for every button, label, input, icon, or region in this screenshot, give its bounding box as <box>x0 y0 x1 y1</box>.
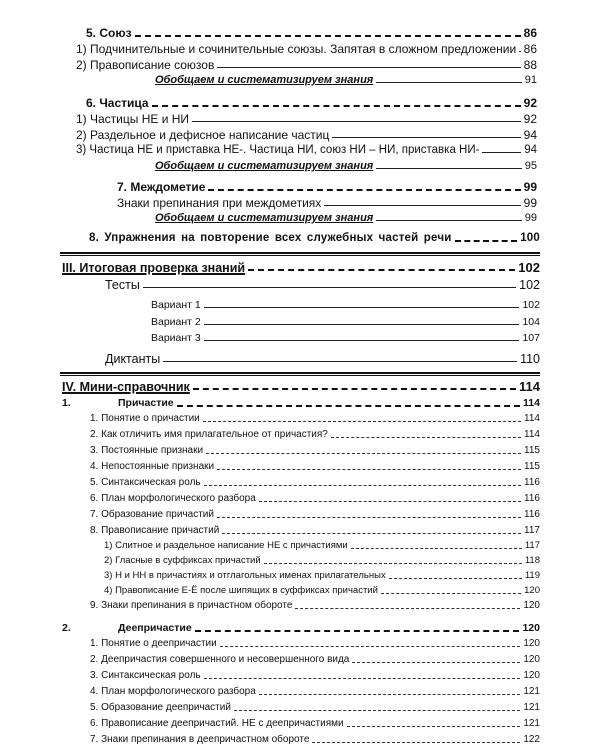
page-number: 94 <box>523 128 537 142</box>
toc-heading-exercises[interactable] <box>89 232 540 244</box>
toc-entry[interactable] <box>90 734 540 745</box>
dash-leader <box>220 645 521 647</box>
page-number: 120 <box>524 585 540 596</box>
toc-heading-number: 1. <box>62 397 71 409</box>
dash-leader <box>217 66 520 68</box>
toc-entry[interactable] <box>90 638 540 649</box>
toc-entry-title: 3) Частица НЕ и приставка НЕ-. Частица НИ, союз НИ – НИ, приставка НИ- <box>76 144 480 156</box>
dash-leader <box>193 387 516 390</box>
page-number: 117 <box>524 540 540 551</box>
page-number: 116 <box>524 493 540 504</box>
dash-leader <box>204 677 521 679</box>
dash-leader <box>519 50 520 52</box>
page-number: 114 <box>524 413 540 424</box>
toc-entry-title: Вариант 2 <box>151 316 201 328</box>
dash-leader <box>324 204 520 206</box>
toc-part-title: IV. Мини-справочник <box>62 380 190 394</box>
toc-entry-title: 7. Знаки препинания в деепричастном обороте <box>90 734 310 745</box>
toc-entry[interactable] <box>90 600 540 611</box>
toc-entry-title: 4. Непостоянные признаки <box>90 461 215 472</box>
toc-part-final-check[interactable] <box>62 260 540 275</box>
dash-leader <box>192 120 521 122</box>
toc-heading-title: Причастие <box>118 397 174 409</box>
toc-entry[interactable] <box>90 429 540 440</box>
dash-leader <box>204 484 521 486</box>
toc-entry-title: Знаки препинания при междометиях <box>117 196 322 210</box>
page-number: 120 <box>522 622 540 634</box>
toc-heading-participle[interactable] <box>62 397 540 409</box>
toc-generalize[interactable] <box>155 74 537 86</box>
page-number: 116 <box>524 477 540 488</box>
toc-entry-title: 7. Образование причастий <box>90 509 214 520</box>
toc-entry[interactable] <box>90 461 540 472</box>
dash-leader <box>264 562 522 564</box>
toc-entry-title: 6. Правописание деепричастий. НЕ с деепричастиями <box>90 718 344 729</box>
page-number: 91 <box>524 74 537 86</box>
page-number: 119 <box>524 570 540 581</box>
dash-leader <box>295 607 520 609</box>
page-number: 88 <box>523 58 537 72</box>
dash-leader <box>135 34 521 37</box>
toc-entry-title: 1) Подчинительные и сочинительные союзы. Запятая в сложном предложении <box>76 42 517 56</box>
toc-heading-conjunction[interactable] <box>86 26 537 40</box>
toc-entry[interactable] <box>90 702 540 713</box>
page-number: 120 <box>523 638 540 649</box>
toc-entry[interactable] <box>117 196 537 210</box>
page-number: 99 <box>523 196 537 210</box>
dash-leader <box>152 104 521 107</box>
toc-entry[interactable] <box>90 477 540 488</box>
dash-leader <box>217 516 521 518</box>
dash-leader <box>331 436 521 438</box>
page-number: 110 <box>520 352 540 366</box>
dash-leader <box>259 693 521 695</box>
toc-entry[interactable] <box>90 525 540 536</box>
page-number: 92 <box>523 96 537 110</box>
page-number: 102 <box>518 260 540 275</box>
toc-entry-variant[interactable] <box>151 316 540 328</box>
page-number: 121 <box>523 702 540 713</box>
page-number: 114 <box>523 397 540 409</box>
toc-entry-title: 1. Понятие о причастии <box>90 413 200 424</box>
toc-entry[interactable] <box>76 42 537 56</box>
dash-leader <box>204 306 520 308</box>
dash-leader <box>204 323 520 325</box>
page-number: 114 <box>519 379 540 394</box>
toc-generalize-title: Обобщаем и систематизируем знания <box>155 212 374 224</box>
toc-entry-title: 3. Постоянные признаки <box>90 445 204 456</box>
dash-leader <box>455 239 518 242</box>
toc-subentry[interactable] <box>104 585 540 596</box>
page-number: 121 <box>523 686 540 697</box>
page-number: 99 <box>523 180 537 194</box>
page-number: 107 <box>522 332 540 344</box>
toc-entry[interactable] <box>76 112 537 126</box>
dash-leader <box>143 286 516 288</box>
dash-leader <box>222 532 521 534</box>
toc-heading-title: 7. Междометие <box>117 180 206 194</box>
toc-part-mini-reference[interactable] <box>62 379 540 394</box>
toc-entry-dictations[interactable] <box>105 352 540 366</box>
toc-entry-variant[interactable] <box>151 299 540 311</box>
dash-leader <box>206 452 521 454</box>
toc-entry-title: 4. План морфологического разбора <box>90 686 256 697</box>
dash-leader <box>381 592 521 594</box>
toc-entry-title: Диктанты <box>105 352 161 366</box>
dash-leader <box>332 136 520 138</box>
dash-leader <box>312 741 520 743</box>
toc-subentry[interactable] <box>104 540 540 551</box>
page-number: 116 <box>524 509 540 520</box>
toc-entry[interactable] <box>76 58 537 72</box>
dash-leader <box>389 577 522 579</box>
page-number: 117 <box>524 525 540 536</box>
page-number: 95 <box>524 160 537 172</box>
toc-entry[interactable] <box>76 144 537 156</box>
dash-leader <box>352 661 520 663</box>
toc-heading-gerund[interactable] <box>62 622 540 634</box>
page-number: 121 <box>523 718 540 729</box>
toc-entry-title: 5. Синтаксическая роль <box>90 477 201 488</box>
toc-entry[interactable] <box>90 686 540 697</box>
page-number: 122 <box>523 734 540 745</box>
page-number: 92 <box>523 112 537 126</box>
dash-leader <box>234 709 520 711</box>
toc-entry[interactable] <box>90 718 540 729</box>
toc-entry-title: 2. Как отличить имя прилагательное от причастия? <box>90 429 328 440</box>
page-number: 104 <box>522 316 540 328</box>
toc-entry[interactable] <box>90 654 540 665</box>
toc-generalize-title: Обобщаем и систематизируем знания <box>155 74 374 86</box>
toc-entry-tests[interactable] <box>105 278 540 292</box>
page-number: 118 <box>524 555 540 566</box>
toc-entry-title: 2) Правописание союзов <box>76 58 215 72</box>
page-number: 94 <box>524 144 537 156</box>
toc-heading-title: 6. Частица <box>86 96 149 110</box>
dash-leader <box>347 725 521 727</box>
toc-heading-title: Деепричастие <box>118 622 192 634</box>
toc-entry-title: 6. План морфологического разбора <box>90 493 256 504</box>
toc-entry[interactable] <box>90 670 540 681</box>
page-number: 120 <box>523 600 540 611</box>
toc-heading-particle[interactable] <box>86 96 537 110</box>
toc-subentry[interactable] <box>104 570 540 581</box>
toc-heading-title: 8. Упражнения на повторение всех служебных частей речи <box>89 232 452 244</box>
dash-leader <box>351 547 522 549</box>
dash-leader <box>163 360 517 362</box>
toc-part-title: III. Итоговая проверка знаний <box>62 261 246 275</box>
toc-generalize[interactable] <box>155 212 537 224</box>
toc-entry-title: 4) Правописание Е-Ё после шипящих в суффиксах причастий <box>104 585 378 596</box>
dash-leader <box>204 339 520 341</box>
divider <box>60 372 540 376</box>
dash-leader <box>482 151 521 153</box>
page-number: 115 <box>524 461 540 472</box>
page-number: 86 <box>523 42 537 56</box>
toc-entry[interactable] <box>90 445 540 456</box>
toc-entry-title: 3) Н и НН в причастиях и отглагольных именах прилагательных <box>104 570 386 581</box>
page-number: 100 <box>520 232 540 244</box>
page-number: 114 <box>524 429 540 440</box>
dash-leader <box>376 167 521 169</box>
toc-entry-title: 2. Деепричастия совершенного и несовершенного вида <box>90 654 350 665</box>
dash-leader <box>376 81 521 83</box>
toc-entry-title: 3. Синтаксическая роль <box>90 670 201 681</box>
toc-subentry[interactable] <box>104 555 540 566</box>
toc-entry[interactable] <box>90 413 540 424</box>
dash-leader <box>217 468 521 470</box>
dash-leader <box>203 420 521 422</box>
toc-heading-number: 2. <box>62 622 71 634</box>
toc-entry-title: 9. Знаки препинания в причастном обороте <box>90 600 293 611</box>
toc-entry[interactable] <box>90 493 540 504</box>
toc-entry-variant[interactable] <box>151 332 540 344</box>
toc-entry[interactable] <box>90 509 540 520</box>
toc-entry-title: Вариант 3 <box>151 332 201 344</box>
page-number: 86 <box>523 26 537 40</box>
dash-leader <box>259 500 521 502</box>
toc-entry-title: Тесты <box>105 278 140 292</box>
toc-entry-title: 2) Гласные в суффиксах причастий <box>104 555 261 566</box>
toc-entry-title: Вариант 1 <box>151 299 201 311</box>
page-number: 120 <box>523 654 540 665</box>
page-number: 102 <box>522 299 540 311</box>
toc-heading-interjection[interactable] <box>117 180 537 194</box>
dash-leader <box>195 629 520 632</box>
dash-leader <box>376 219 521 221</box>
page-number: 99 <box>524 212 537 224</box>
toc-entry-title: 1) Слитное и раздельное написание НЕ с причастиями <box>104 540 348 551</box>
page-number: 102 <box>519 278 540 292</box>
toc-heading-title: 5. Союз <box>86 26 132 40</box>
dash-leader <box>177 404 520 407</box>
dash-leader <box>208 188 520 191</box>
toc-generalize-title: Обобщаем и систематизируем знания <box>155 160 374 172</box>
toc-generalize[interactable] <box>155 160 537 172</box>
page-number: 120 <box>523 670 540 681</box>
toc-entry[interactable] <box>76 128 537 142</box>
toc-entry-title: 1. Понятие о деепричастии <box>90 638 217 649</box>
toc-entry-title: 8. Правописание причастий <box>90 525 220 536</box>
toc-entry-title: 2) Раздельное и дефисное написание частиц <box>76 128 330 142</box>
toc-entry-title: 5. Образование деепричастий <box>90 702 231 713</box>
toc-entry-title: 1) Частицы НЕ и НИ <box>76 112 190 126</box>
divider <box>60 252 540 256</box>
dash-leader <box>248 268 515 271</box>
page-number: 115 <box>524 445 540 456</box>
